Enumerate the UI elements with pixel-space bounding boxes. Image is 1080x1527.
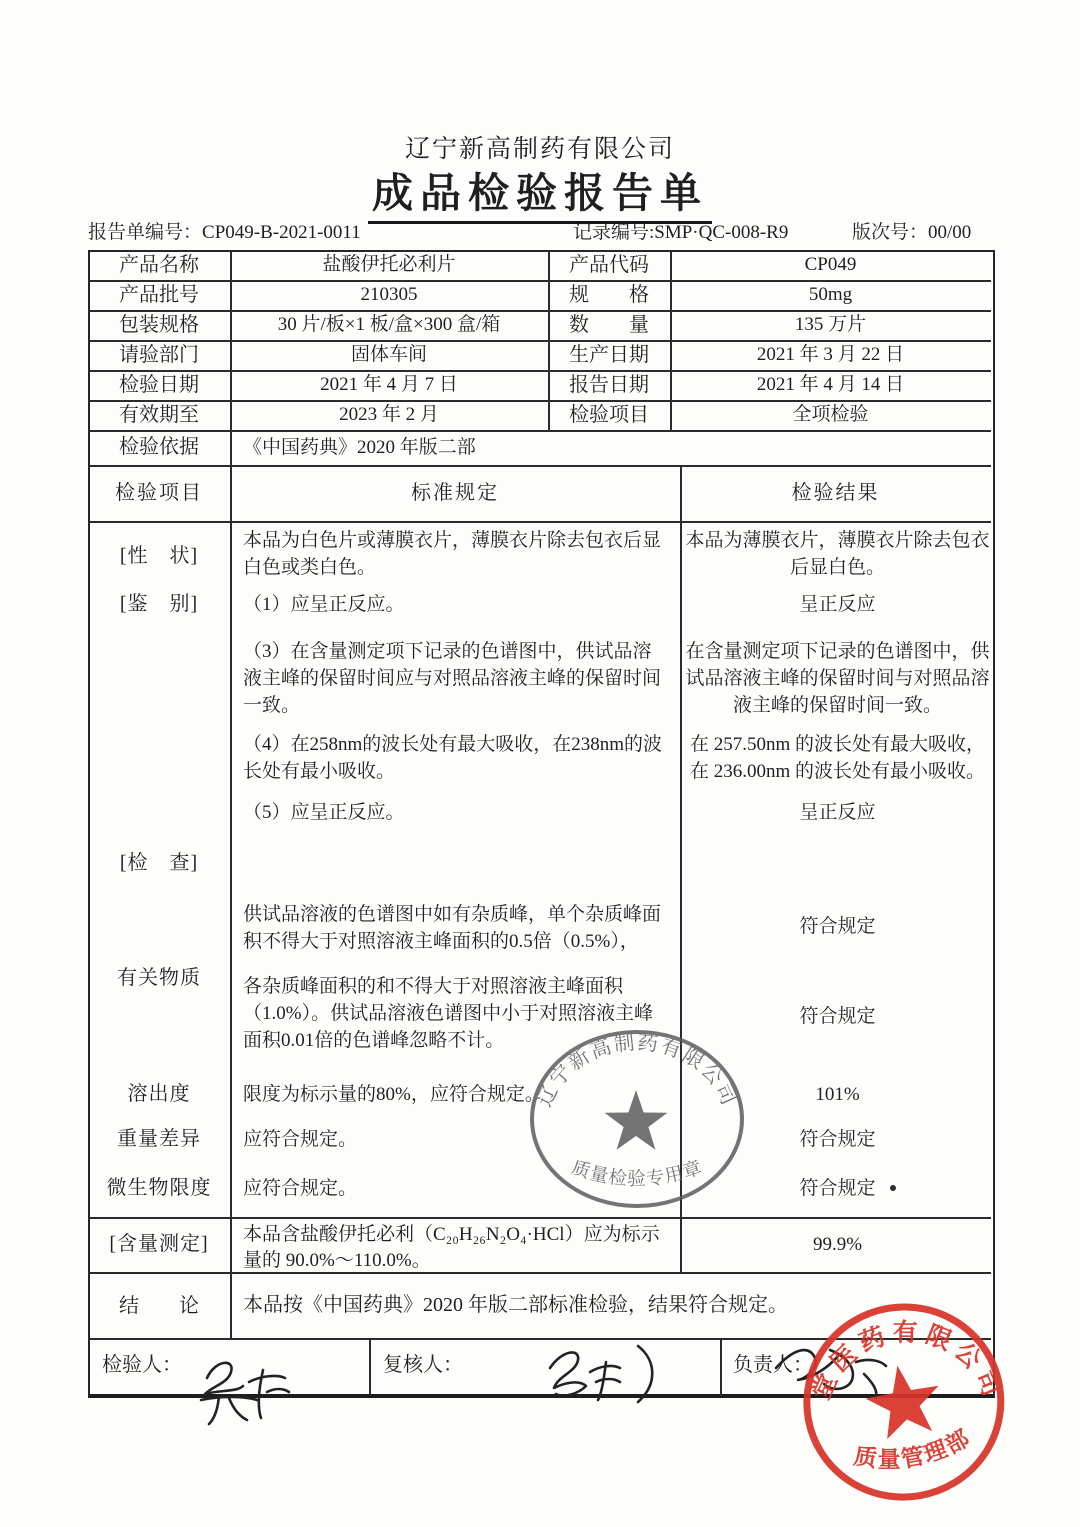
basis-value: 《中国药典》2020 年版二部 bbox=[243, 437, 476, 458]
dissolution-label: 溶出度 bbox=[127, 1083, 191, 1105]
ink-dot bbox=[890, 1185, 896, 1191]
version-value: 00/00 bbox=[928, 222, 972, 243]
related-substances-2-result: 符合规定 bbox=[799, 1006, 876, 1027]
qc-stamp-company-text: 辽宁新高制药有限公司 bbox=[533, 1031, 741, 1111]
microbial-limit-label: 微生物限度 bbox=[106, 1177, 212, 1199]
svg-text:质量管理部 bbox=[848, 1422, 978, 1481]
report-number bbox=[88, 217, 361, 244]
related-substances-2-standard: 各杂质峰面积的和不得大于对照溶液主峰面积（1.0%）。供试品溶液色谱图中小于对照溶液主峰面积0.01倍的色谱峰忽略不计。 bbox=[243, 976, 654, 1051]
star-icon bbox=[861, 1359, 946, 1441]
assay-result: 99.9% bbox=[812, 1234, 863, 1255]
inspection-date-value: 2021 年 4 月 7 日 bbox=[320, 374, 458, 395]
report-number-value: CP049-B-2021-0011 bbox=[202, 222, 361, 243]
dissolution-result: 101% bbox=[815, 1084, 860, 1105]
batch-number-label: 产品批号 bbox=[119, 284, 199, 306]
microbial-limit-result: 符合规定 bbox=[799, 1178, 876, 1199]
related-substances-1-result: 符合规定 bbox=[799, 916, 876, 937]
qc-stamp-title-text: 质量检验专用章 bbox=[568, 1158, 706, 1190]
identification-1-standard: （1）应呈正反应。 bbox=[243, 594, 405, 615]
record-number-label: 记录编号: bbox=[573, 222, 655, 243]
appearance-result: 本品为薄膜衣片，薄膜衣片除去包衣后显白色。 bbox=[685, 530, 990, 578]
reviewer-signature bbox=[520, 1338, 685, 1410]
inspector-label: 检验人： bbox=[102, 1354, 182, 1376]
column-header-standard: 标准规定 bbox=[411, 482, 499, 504]
requesting-dept-value: 固体车间 bbox=[350, 344, 427, 365]
record-number bbox=[573, 217, 788, 244]
inspection-date-label: 检验日期 bbox=[119, 374, 199, 396]
rule bbox=[88, 521, 991, 523]
identification-3-result: 在含量测定项下记录的色谱图中，供试品溶液主峰的保留时间与对照品溶液主峰的保留时间一致。 bbox=[685, 641, 990, 716]
weight-variation-label: 重量差异 bbox=[117, 1128, 201, 1150]
microbial-limit-standard: 应符合规定。 bbox=[243, 1178, 358, 1199]
product-code-value: CP049 bbox=[804, 254, 857, 275]
identification-4-result: 在 257.50nm 的波长处有最大吸收，在 236.00nm 的波长处有最小吸收。 bbox=[689, 734, 986, 782]
inspector-signature bbox=[185, 1352, 325, 1432]
version-label: 版次号： bbox=[852, 222, 929, 243]
identification-3-standard: （3）在含量测定项下记录的色谱图中，供试品溶液主峰的保留时间应与对照品溶液主峰的保留时间一致。 bbox=[243, 641, 662, 716]
version-number bbox=[852, 217, 971, 244]
product-name-label: 产品名称 bbox=[119, 254, 199, 276]
identification-5-standard: （5）应呈正反应。 bbox=[243, 802, 405, 823]
product-code-label: 产品代码 bbox=[569, 254, 649, 276]
company-name: 辽宁新高制药有限公司 bbox=[404, 136, 675, 163]
identification-label: [鉴 别] bbox=[119, 593, 199, 615]
inspection-scope-value: 全项检验 bbox=[792, 404, 869, 425]
weight-variation-result: 符合规定 bbox=[799, 1129, 876, 1150]
appearance-label: [性 状] bbox=[119, 545, 199, 567]
rule bbox=[88, 1217, 991, 1219]
identification-1-result: 呈正反应 bbox=[799, 594, 876, 615]
report-date-label: 报告日期 bbox=[569, 374, 649, 396]
qc-seal-stamp bbox=[522, 1022, 752, 1217]
red-stamp-ring-text: 堂医药有限公司 bbox=[807, 1319, 1008, 1406]
report-number-label: 报告单编号： bbox=[88, 222, 203, 243]
quantity-label: 数 量 bbox=[569, 314, 649, 336]
dissolution-standard: 限度为标示量的80%，应符合规定。 bbox=[243, 1084, 544, 1105]
quantity-value: 135 万片 bbox=[794, 314, 867, 335]
column-header-result: 检验结果 bbox=[791, 482, 880, 504]
star-icon bbox=[605, 1090, 668, 1150]
expiry-date-value: 2023 年 2 月 bbox=[339, 404, 439, 425]
tests-label: [检 查] bbox=[119, 852, 199, 874]
approver-label: 负责人： bbox=[733, 1354, 813, 1376]
conclusion-text: 本品按《中国药典》2020 年版二部标准检验，结果符合规定。 bbox=[243, 1294, 788, 1316]
assay-label: [含量测定] bbox=[109, 1233, 209, 1255]
requesting-dept-label: 请验部门 bbox=[119, 344, 199, 366]
packing-spec-label: 包装规格 bbox=[119, 314, 199, 336]
conclusion-label: 结 论 bbox=[119, 1295, 199, 1317]
assay-standard: 本品含盐酸伊托必利（C₂₀H₂₆N₂O₄·HCl）应为标示量的 90.0%～110.0%。 bbox=[243, 1224, 660, 1271]
rule bbox=[369, 1338, 371, 1396]
reviewer-label: 复核人： bbox=[383, 1354, 463, 1376]
specification-label: 规 格 bbox=[569, 284, 649, 306]
basis-label: 检验依据 bbox=[119, 436, 199, 458]
product-name-value: 盐酸伊托必利片 bbox=[322, 254, 456, 275]
specification-value: 50mg bbox=[808, 284, 853, 305]
inspection-scope-label: 检验项目 bbox=[569, 404, 649, 426]
production-date-value: 2021 年 3 月 22 日 bbox=[756, 344, 905, 365]
packing-spec-value: 30 片/板×1 板/盒×300 盒/箱 bbox=[277, 314, 501, 335]
svg-text:质量检验专用章 bbox=[569, 1157, 706, 1190]
red-stamp-dept-text: 质量管理部 bbox=[852, 1424, 976, 1473]
weight-variation-standard: 应符合规定。 bbox=[243, 1129, 358, 1150]
related-substances-label: 有关物质 bbox=[117, 967, 201, 989]
related-substances-1-standard: 供试品溶液的色谱图中如有杂质峰，单个杂质峰面积不得大于对照溶液主峰面积的0.5倍（0.5%）， bbox=[243, 904, 662, 952]
batch-number-value: 210305 bbox=[360, 284, 418, 305]
record-number-value: SMP·QC-008-R9 bbox=[654, 222, 789, 243]
report-date-value: 2021 年 4 月 14 日 bbox=[756, 374, 905, 395]
production-date-label: 生产日期 bbox=[569, 344, 649, 366]
rule bbox=[720, 1338, 722, 1396]
identification-5-result: 呈正反应 bbox=[799, 802, 876, 823]
appearance-standard: 本品为白色片或薄膜衣片，薄膜衣片除去包衣后显白色或类白色。 bbox=[243, 530, 662, 578]
quality-dept-stamp bbox=[797, 1298, 1012, 1508]
expiry-date-label: 有效期至 bbox=[119, 404, 199, 426]
column-header-item: 检验项目 bbox=[115, 482, 203, 504]
identification-4-standard: （4）在258nm的波长处有最大吸收，在238nm的波长处有最小吸收。 bbox=[243, 734, 663, 782]
report-title: 成品检验报告单 bbox=[0, 160, 1080, 219]
